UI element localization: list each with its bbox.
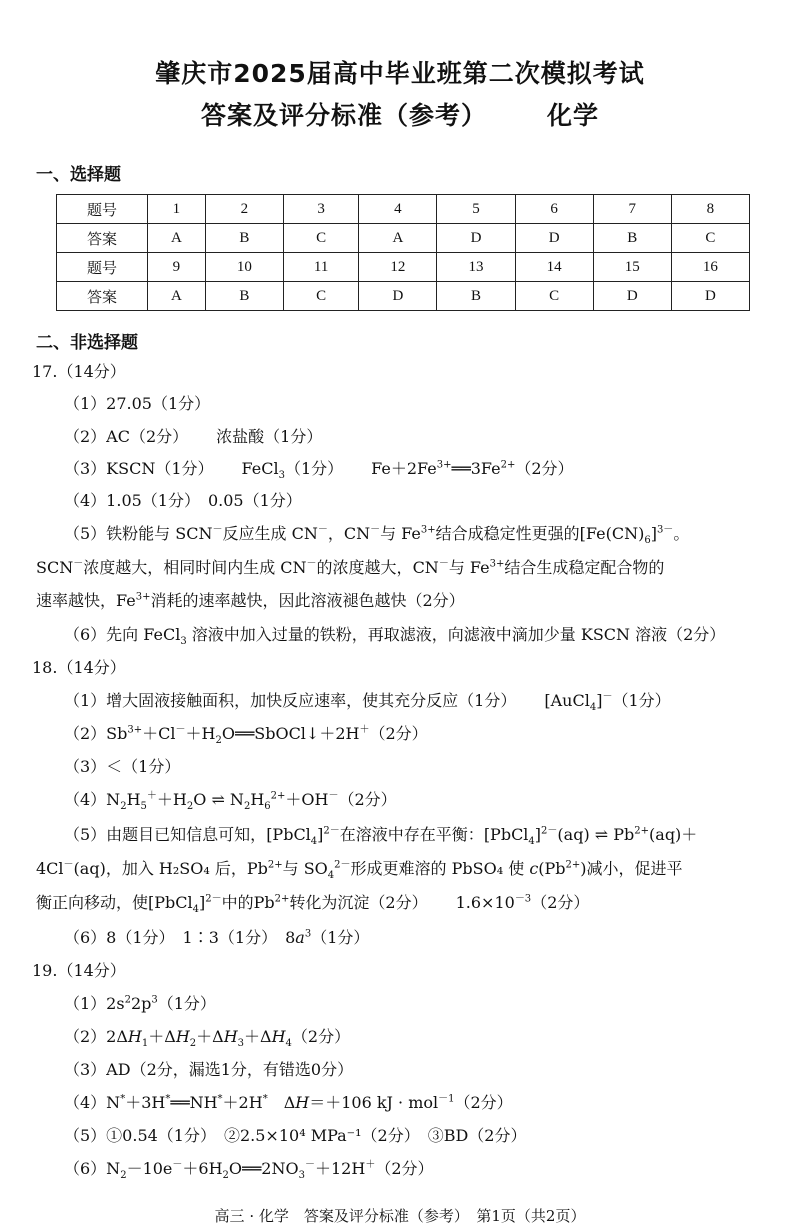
answer-table-cell: C xyxy=(283,282,358,311)
answer-table-cell: B xyxy=(205,224,283,253)
answer-table-cell: 13 xyxy=(437,253,515,282)
page-footer: 高三 · 化学 答案及评分标准（参考） 第1页（共2页） xyxy=(214,1207,586,1225)
answer-key-label: 答案及评分标准（参考） xyxy=(200,101,487,130)
subject-label: 化学 xyxy=(547,101,600,130)
q17-part4: （4）1.05（1分） 0.05（1分） xyxy=(64,491,302,510)
q19-part2: $(2)2\Delta H_1+\Delta H_2+\Delta H_3+\Delta H_4(2$分） xyxy=(64,1027,351,1050)
answer-table-cell: 10 xyxy=(205,253,283,282)
answer-table-cell: 8 xyxy=(671,195,749,224)
q18-header: 18.（14分） xyxy=(32,658,126,677)
answer-table-cell: 5 xyxy=(437,195,515,224)
q18-part6: （6）8（1分） 1∶3（1分） $8a^3(1$分） xyxy=(64,928,370,947)
q17-part2-b: 浓盐酸（1分） xyxy=(216,427,323,446)
q17-part3: （3）KSCN（1分） FeCl$_3$（1分） $Fe+2Fe^{3+}══3Fe^{2+}(2$分） xyxy=(64,459,574,482)
answer-table-cell: A xyxy=(148,224,206,253)
answer-table-cell: 9 xyxy=(148,253,206,282)
q17-part5-line1: （5）铁粉能与 SCN－反应生成 CN－，CN－与 $Fe^{3+}$结合成稳定性更强的$[Fe(CN)_6]^{3-}$。 xyxy=(64,524,690,547)
q18-part2: $(2)Sb^{3+}+Cl^-+H_2O══SbOCl↓+2H^+(2$分） xyxy=(64,724,428,747)
answer-table-cell: 3 xyxy=(283,195,358,224)
q18-part1: （1）增大固液接触面积，加快反应速率，使其充分反应（1分） [AuCl$_4$]－（1分） xyxy=(64,691,671,714)
answer-table-row xyxy=(57,282,750,311)
answer-table-cell: C xyxy=(671,224,749,253)
answer-table-cell: B xyxy=(437,282,515,311)
q19-part3: （3）AD（2分，漏选1分，有错选0分） xyxy=(64,1060,354,1079)
q17-header: 17.（14分） xyxy=(32,362,126,381)
answer-table-cell: 15 xyxy=(593,253,671,282)
answer-table-header-cell: 题号 xyxy=(57,253,148,282)
section-non-choice: 二、非选择题 xyxy=(36,333,138,353)
section-multiple-choice: 一、选择题 xyxy=(36,165,121,185)
answer-table-cell: 1 xyxy=(148,195,206,224)
answer-table-header-cell: 答案 xyxy=(57,282,148,311)
q18-part5-line1: （5）由题目已知信息可知，[PbCl$_4$]$^{2-}$在溶液中存在平衡：[PbCl$_4$]$^{2-}$(aq) ⇌ $Pb^{2+}(aq)+$ xyxy=(64,825,698,848)
answer-table-row xyxy=(57,195,750,224)
q19-part6: $(6)N_2-10e^-+6H_2O══2NO_3^-+12H^+(2$分） xyxy=(64,1159,434,1182)
q17-part2-a: （2）AC（2分） xyxy=(64,427,189,446)
q17-part3-a: （3）KSCN（1分） xyxy=(64,459,214,478)
answer-table-header-cell: 题号 xyxy=(57,195,148,224)
q18-part4: $(4)N_2H_5^++H_2O$ ⇌ $N_2H_6^{2+}+OH^-(2$分） xyxy=(64,790,397,813)
q17-part3-b: （1分） xyxy=(284,459,344,478)
answer-table-cell: D xyxy=(515,224,593,253)
q18-part5-line3: 衡正向移动，使[PbCl$_4$]$^{2-}$中的$Pb^{2+}$转化为沉淀（2分） $1.6\times 10^{-3}(2$分） xyxy=(36,893,590,916)
q18-part3: （3）＜（1分） xyxy=(64,757,181,776)
answer-table-cell: C xyxy=(515,282,593,311)
answer-table-row xyxy=(57,224,750,253)
answer-table-cell: 2 xyxy=(205,195,283,224)
answer-table-cell: D xyxy=(671,282,749,311)
answer-table-cell: D xyxy=(437,224,515,253)
answer-table-cell: 16 xyxy=(671,253,749,282)
answer-table-header-cell: 答案 xyxy=(57,224,148,253)
answer-table-cell: C xyxy=(283,224,358,253)
answer-table-cell: 12 xyxy=(359,253,437,282)
q19-part5: （5）①0.54（1分） ②2.5×10⁴ MPa⁻¹（2分） ③BD（2分） xyxy=(64,1126,527,1145)
answer-table-cell: B xyxy=(205,282,283,311)
answer-table-row xyxy=(57,253,750,282)
answer-key-title xyxy=(0,96,800,132)
answer-table-cell: A xyxy=(359,224,437,253)
answer-table-cell: 11 xyxy=(283,253,358,282)
answer-table-cell: 6 xyxy=(515,195,593,224)
answer-table-cell: A xyxy=(148,282,206,311)
q17-part1: （1）27.05（1分） xyxy=(64,394,211,413)
q17-part3-c: （2分） xyxy=(515,459,574,478)
q18-part5-line2: 4Cl－(aq)，加入 H₂SO₄ 后，$Pb^{2+}$与 $SO_4^{2-}$形成更难溶的 PbSO₄ 使 $c(Pb^{2+})$减小，促进平 xyxy=(36,859,683,882)
q19-header: 19.（14分） xyxy=(32,961,126,980)
q19-part1: $(1)2s^22p^3(1$分） xyxy=(64,994,216,1013)
answer-table-cell: D xyxy=(359,282,437,311)
q17-part5-line2: SCN－浓度越大，相同时间内生成 CN－的浓度越大，CN－与 $Fe^{3+}$结合生成稳定配合物的 xyxy=(36,558,665,577)
answer-table-cell: 7 xyxy=(593,195,671,224)
q19-part4: （4）N*＋3H*══NH*＋2H* ΔH＝＋106 kJ · mol$^{-1}$（2分） xyxy=(64,1093,513,1112)
answer-table xyxy=(56,194,750,311)
answer-table-cell: 4 xyxy=(359,195,437,224)
q17-part6: （6）先向 FeCl$_3$ 溶液中加入过量的铁粉，再取滤液，向滤液中滴加少量 KSCN 溶液（2分） xyxy=(64,625,726,648)
answer-table-cell: D xyxy=(593,282,671,311)
answer-table-cell: 14 xyxy=(515,253,593,282)
answer-table-cell: B xyxy=(593,224,671,253)
q17-part5-line3: 速率越快，$Fe^{3+}$消耗的速率越快，因此溶液褪色越快（2分） xyxy=(36,591,465,610)
q17-part2 xyxy=(64,427,322,447)
exam-title: 肇庆市2025届高中毕业班第二次模拟考试 xyxy=(155,59,645,88)
